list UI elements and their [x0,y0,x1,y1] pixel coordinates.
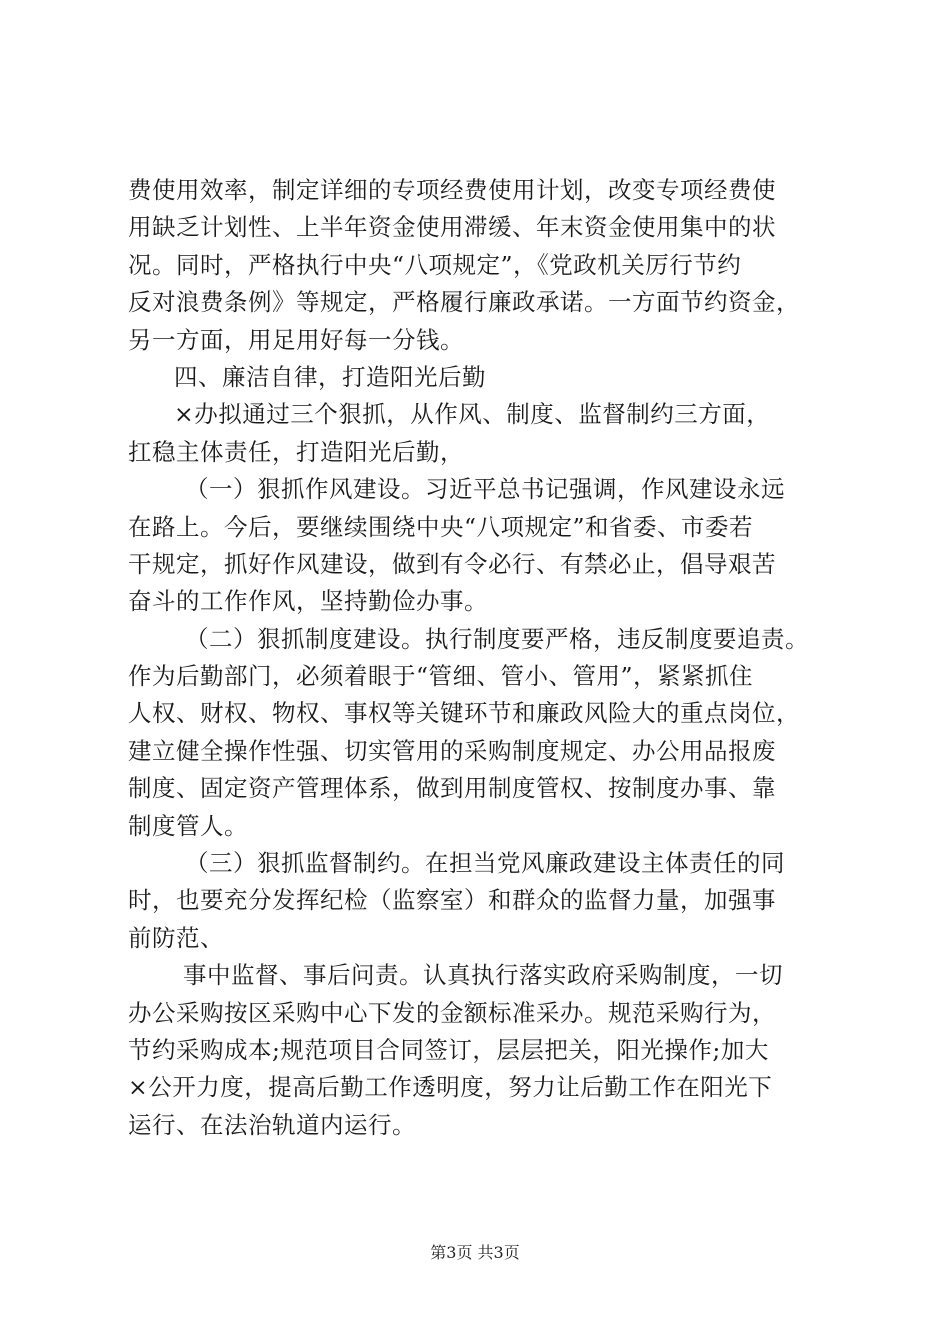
text-line: ×公开力度，提高后勤工作透明度，努力让后勤工作在阳光下 [128,1073,773,1102]
text-line: 用缺乏计划性、上半年资金使用滞缓、年末资金使用集中的状 [128,213,776,242]
text-line: 制度管人。 [128,811,248,840]
document-body [128,172,840,1144]
text-line: 前防范、 [128,923,224,952]
text-line: 干规定，抓好作风建设，做到有令必行、有禁必止，倡导艰苦 [128,549,776,578]
subsection-line: （一）狠抓作风建设。习近平总书记强调，作风建设永远 [185,475,785,504]
subsection-line: （二）狠抓制度建设。执行制度要严格，违反制度要追责。 [185,624,809,653]
text-line: 反对浪费条例》等规定，严格履行廉政承诺。一方面节约资金， [128,288,800,317]
text-line: 作为后勤部门，必须着眼于“管细、管小、管用”，紧紧抓住 [128,662,754,691]
text-line: 在路上。今后，要继续围绕中央“八项规定”和省委、市委若 [128,512,754,541]
text-line: ×办拟通过三个狠抓，从作风、制度、监督制约三方面， [174,400,771,429]
text-line: 办公采购按区采购中心下发的金额标准采办。规范采购行为， [128,998,776,1027]
text-line: 况。同时，严格执行中央“八项规定”，《党政机关厉行节约 [128,250,742,279]
text-line: 事中监督、事后问责。认真执行落实政府采购制度，一切 [183,961,783,990]
text-line: 人权、财权、物权、事权等关键环节和廉政风险大的重点岗位， [128,699,800,728]
text-line: 扛稳主体责任，打造阳光后勤， [128,437,464,466]
subsection-line: （三）狠抓监督制约。在担当党风廉政建设主体责任的同 [185,849,785,878]
text-line: 费使用效率，制定详细的专项经费使用计划，改变专项经费使 [128,176,776,204]
text-line: 时，也要充分发挥纪检（监察室）和群众的监督力量，加强事 [128,886,776,915]
page-number-footer: 第3页 共3页 [430,1243,520,1262]
section-heading: 四、廉洁自律，打造阳光后勤 [174,362,486,391]
text-line: 运行、在法治轨道内运行。 [128,1110,416,1139]
text-line: 奋斗的工作作风，坚持勤俭办事。 [128,587,488,616]
text-line: 节约采购成本;规范项目合同签订，层层把关，阳光操作;加大 [128,1035,769,1064]
text-line: 制度、固定资产管理体系，做到用制度管权、按制度办事、靠 [128,774,776,803]
text-line: 另一方面，用足用好每一分钱。 [128,325,464,354]
text-line: 建立健全操作性强、切实管用的采购制度规定、办公用品报废 [128,736,776,765]
